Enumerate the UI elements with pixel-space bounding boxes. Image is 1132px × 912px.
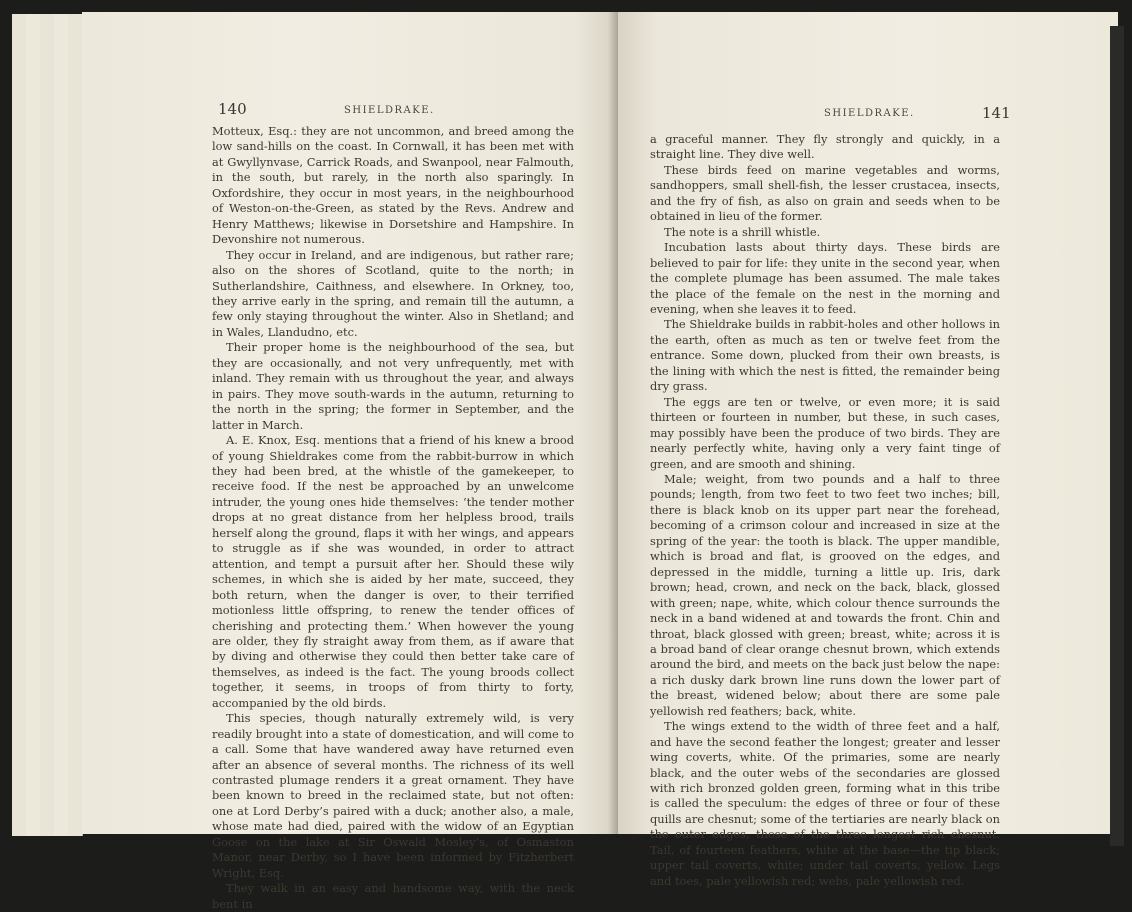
paragraph: This species, though naturally extremely wild, is very readily brought into a state of domestication, and will come to a call. Some that have wandered away have returned even after an absence of several months. The richness of its well contrasted plumage renders it a great ornament. They have been known to breed in the reclaimed state, but not often: one at Lord Derby’s paired with a duck; another also, a male, whose mate had died, paired with the widow of an Egyptian Goose on the lake at Sir Oswald Mosley’s, of Osmaston Manor, near Derby, so I have been informed by Fitzherbert Wright, Esq. [212,711,574,880]
running-head: SHIELDRAKE. [824,108,915,119]
paragraph: Motteux, Esq.: they are not uncommon, and breed among the low sand-hills on the coast. In Cornwall, it has been met with at Gwyllynvase, Carrick Roads, and Swanpool, near Falmouth, in the south, but rarely, in the north also sparingly. In Oxfordshire, they occur in most years, in the neighbourhood of Weston-on-the-Green, as stated by the Revs. Andrew and Henry Matthews; likewise in Dorsetshire and Hampshire. In Devonshire not numerous. [212,124,574,247]
page-number: 141 [982,104,1011,122]
paragraph: The wings extend to the width of three feet and a half, and have the second feather the longest; greater and lesser wing coverts, white. Of the primaries, some are nearly black, and the outer webs of the secondaries are glossed with rich bronzed golden green, forming what in this tribe is called the speculum: the edges of three or four of these quills are chesnut; some of the tertiaries are nearly black on the outer edges, those of the three longest rich chesnut. Tail, of fourteen feathers, white at the base—the tip black; upper tail coverts, white; under tail coverts, yellow. Legs and toes, pale yellowish red; webs, pale yellowish red. [650,719,1000,888]
page-number: 140 [218,100,247,118]
page-edge [68,14,83,836]
paragraph: A. E. Knox, Esq. mentions that a friend of his knew a brood of young Shieldrakes come from the rabbit-burrow in which they had been bred, at the whistle of the gamekeeper, to receive food. If the nest be approached by an unwelcome intruder, the young ones hide themselves: ‘the tender mother drops at no great distance from her helpless brood, trails herself along the ground, flaps it with her wings, and appears to struggle as if she was wounded, in order to attract attention, and tempt a pursuit after her. Should these wily schemes, in which she is aided by her mate, succeed, they both return, when the danger is over, to their terrified motionless little offspring, to renew the tender offices of cherishing and protecting them.’ When however the young are older, they fly straight away from them, as if aware that by diving and otherwise they could then better take care of themselves, as indeed is the fact. The young broods collect together, it seems, in troops of from thirty to forty, accompanied by the old birds. [212,433,574,710]
book-spread [12,6,1124,911]
page-body [650,132,1000,889]
paragraph: Their proper home is the neighbourhood of the sea, but they are occasionally, and not very unfrequently, met with inland. They remain with us throughout the year, and always in pairs. They move south-wards in the autumn, returning to the north in the spring; the former in September, and the latter in March. [212,340,574,432]
paragraph: Male; weight, from two pounds and a half to three pounds; length, from two feet to two feet two inches; bill, there is black knob on its upper part near the forehead, becoming of a crimson colour and increased in size at the spring of the year: the tooth is black. The upper mandible, which is broad and flat, is grooved on the edges, and depressed in the middle, turning a little up. Iris, dark brown; head, crown, and neck on the back, black, glossed with green; nape, white, which colour thence surrounds the neck in a band widened at and towards the front. Chin and throat, black glossed with green; breast, white; across it is a broad band of clear orange chesnut brown, which extends around the bird, and meets on the back just below the nape: a rich dusky dark brown line runs down the lower part of the breast, widened below; about there are some pale yellowish red feathers; back, white. [650,471,1000,718]
paragraph: These birds feed on marine vegetables and worms, sandhoppers, small shell-fish, the lesser crustacea, insects, and the fry of fish, as also on grain and seeds when to be obtained in lieu of the former. [650,162,1000,224]
paragraph: The eggs are ten or twelve, or even more; it is said thirteen or fourteen in number, but these, in such cases, may possibly have been the produce of two birds. They are nearly perfectly white, having only a very faint tinge of green, and are smooth and shining. [650,394,1000,471]
paragraph: The note is a shrill whistle. [664,224,821,239]
page-edge [12,14,27,836]
right-page [618,12,1118,888]
page-edge [26,14,41,836]
running-head: SHIELDRAKE. [344,105,435,116]
page-edge [40,14,55,836]
left-page [82,12,618,911]
paragraph: Incubation lasts about thirty days. These birds are believed to pair for life: they unite in the second year, when the complete plumage has been assumed. The male takes the place of the female on the nest in the morning and evening, when she leaves it to feed. [650,240,1000,316]
paragraph: They occur in Ireland, and are indigenous, but rather rare; also on the shores of Scotland, quite to the north; in Sutherlandshire, Caithness, and elsewhere. In Orkney, too, they arrive early in the spring, and remain till the autumn, a few only staying throughout the winter. Also in Shetland; and in Wales, Llandudno, etc. [212,247,574,339]
paragraph: They walk in an easy and handsome way, with the neck bent in [212,881,574,911]
paragraph: a graceful manner. They fly strongly and quickly, in a straight line. They dive well. [650,132,1000,162]
page-edge [54,14,69,836]
page-edge [1110,26,1124,846]
page-body [212,124,574,912]
paragraph: The Shieldrake builds in rabbit-holes and other hollows in the earth, often as much as ten or twelve feet from the entrance. Some down, plucked from their own breasts, is the lining with which the nest is fitted, the remainder being dry grass. [650,317,1000,394]
